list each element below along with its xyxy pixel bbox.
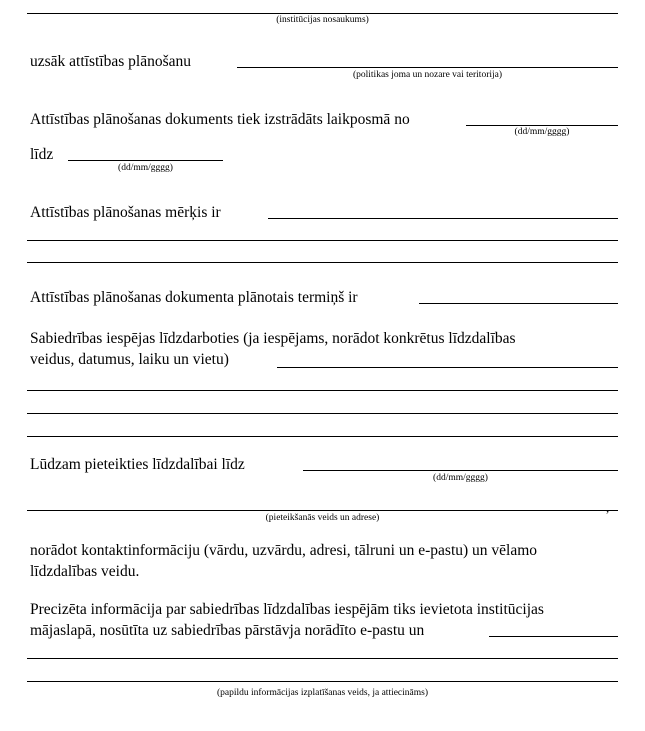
text-precise-line-2: mājaslapā, nosūtīta uz sabiedrības pārstāvja norādīto e-pastu un	[30, 622, 425, 639]
text-apply-until: Lūdzam pieteikties līdzdalībai līdz	[30, 456, 245, 473]
text-until: līdz	[30, 146, 54, 163]
fill-line-goal-3[interactable]	[27, 262, 618, 263]
text-contact-line-1: norādot kontaktinformāciju (vārdu, uzvārdu, adresi, tālruni un e-pastu) un vēlamo	[30, 542, 538, 559]
caption-institution: (institūcijas nosaukums)	[276, 15, 369, 25]
fill-line-goal-2[interactable]	[27, 240, 618, 241]
caption-footer: (papildu informācijas izplatīšanas veids, ja attiecināms)	[216, 688, 429, 698]
fill-line-date-3[interactable]	[303, 470, 618, 471]
fill-line-goal-1[interactable]	[268, 218, 618, 219]
fill-line-deadline[interactable]	[419, 303, 618, 304]
fill-line-precise-2[interactable]	[27, 658, 618, 659]
caption-application: (pieteikšanās veids un adrese)	[265, 513, 380, 523]
fill-line-participation-4[interactable]	[27, 436, 618, 437]
caption-policy-area: (politikas joma un nozare vai teritorija)	[352, 70, 503, 80]
fill-line-participation-1[interactable]	[277, 367, 618, 368]
text-start-planning: uzsāk attīstības plānošanu	[30, 53, 191, 70]
text-participation-line-2: veidus, datumus, laiku un vietu)	[30, 351, 229, 368]
fill-line-participation-3[interactable]	[27, 413, 618, 414]
text-document-period: Attīstības plānošanas dokuments tiek izstrādāts laikposmā no	[30, 111, 410, 128]
text-comma: ,	[606, 500, 610, 515]
caption-date-1: (dd/mm/gggg)	[514, 127, 570, 137]
fill-line-date-2[interactable]	[68, 160, 223, 161]
fill-line-precise-3[interactable]	[27, 681, 618, 682]
text-precise-line-1: Precizēta informācija par sabiedrības līdzdalības iespējām tiks ievietota institūcijas	[30, 601, 544, 618]
text-goal: Attīstības plānošanas mērķis ir	[30, 204, 221, 221]
fill-line-date-1[interactable]	[466, 125, 618, 126]
fill-line-application[interactable]	[27, 510, 618, 511]
fill-line-policy-area[interactable]	[237, 67, 618, 68]
fill-line-participation-2[interactable]	[27, 390, 618, 391]
text-deadline: Attīstības plānošanas dokumenta plānotais termiņš ir	[30, 289, 358, 306]
fill-line-precise-1[interactable]	[489, 636, 618, 637]
caption-date-3: (dd/mm/gggg)	[433, 473, 488, 483]
caption-date-2: (dd/mm/gggg)	[118, 163, 173, 173]
fill-line-institution[interactable]	[27, 13, 618, 14]
text-participation-line-1: Sabiedrības iespējas līdzdarboties (ja iespējams, norādot konkrētus līdzdalības	[30, 330, 516, 347]
text-contact-line-2: līdzdalības veidu.	[30, 563, 140, 580]
